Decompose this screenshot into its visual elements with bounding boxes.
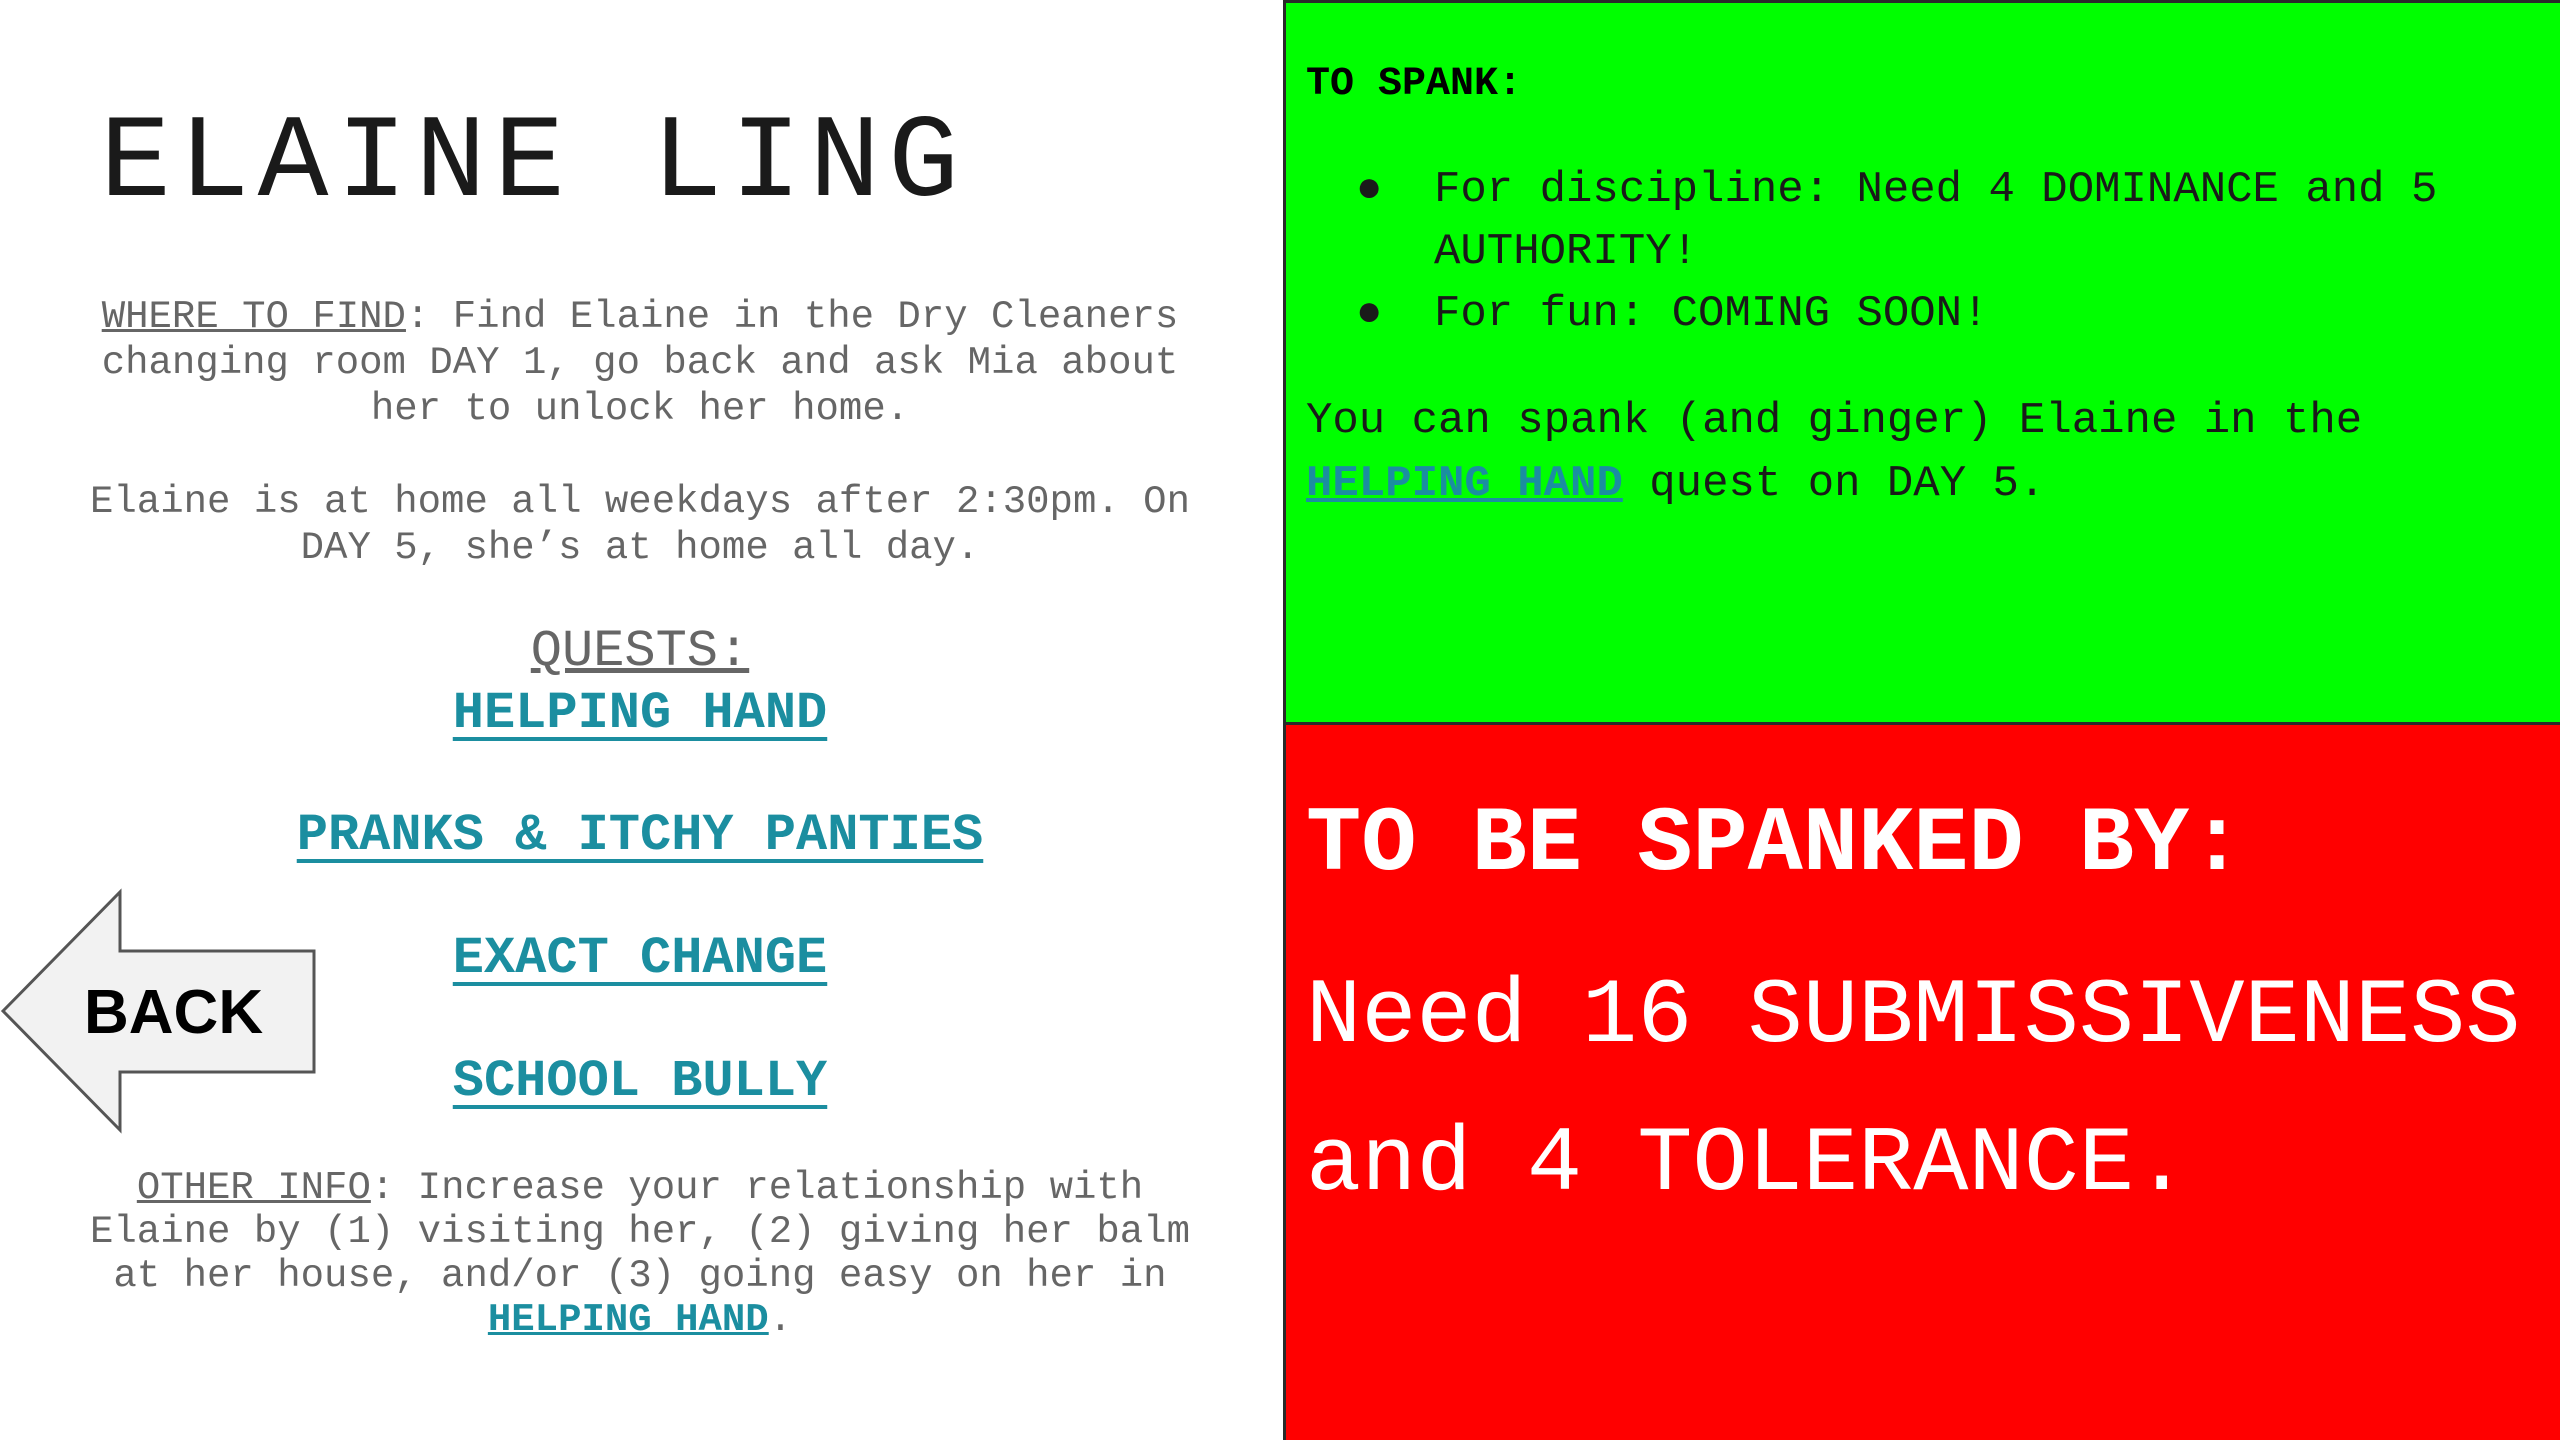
to-be-spanked-panel [1286,722,2560,1440]
schedule-text: Elaine is at home all weekdays after 2:30pm. On DAY 5, she’s at home all day. [90,480,1190,570]
list-item [1306,283,2506,345]
to-spank-heading: TO SPANK: [1306,62,1523,107]
quest-link-pranks-itchy-panties[interactable]: PRANKS & ITCHY PANTIES [296,806,984,865]
quest-link-helping-hand[interactable]: HELPING HAND [452,684,828,743]
where-to-find-body: : Find Elaine in the Dry Cleaners changing room DAY 1, go back and ask Mia about her to unlock her home. [101,295,1179,431]
where-to-find-label: WHERE TO FIND [101,295,406,339]
bullet-icon: ● [1356,165,1383,215]
to-spank-panel [1286,0,2560,722]
other-info-helping-hand-link[interactable]: HELPING HAND [487,1298,769,1342]
other-info-body: : Increase your relationship with Elaine by (1) visiting her, (2) giving her balm at her house, and/or (3) going easy on her in [90,1166,1190,1298]
to-be-spanked-heading: TO BE SPANKED BY: [1306,792,2245,897]
back-button[interactable] [0,888,320,1134]
to-spank-note-end: quest on DAY 5. [1622,459,2046,509]
back-label: BACK [84,978,264,1047]
quest-link-school-bully[interactable]: SCHOOL BULLY [452,1052,828,1111]
quests-heading: QUESTS: [530,622,750,681]
to-be-spanked-requirements: Need 16 SUBMISSIVENESS and 4 TOLERANCE. [1306,964,2521,1217]
to-spank-list [1306,159,2506,345]
other-info-label: OTHER INFO [136,1166,371,1210]
quest-link-exact-change[interactable]: EXACT CHANGE [452,929,828,988]
to-spank-note-start: You can spank (and ginger) Elaine in the [1306,396,2363,446]
other-info-end: . [768,1298,793,1342]
list-item-text: For discipline: Need 4 DOMINANCE and 5 AUTHORITY! [1434,165,2438,277]
to-spank-note [1306,390,2526,516]
character-name-title: ELAINE LING [100,98,967,231]
list-item [1306,159,2506,283]
bullet-icon: ● [1356,289,1383,339]
list-item-text: For fun: COMING SOON! [1434,289,1989,339]
where-to-find-text [90,294,1190,432]
other-info-text [90,1166,1190,1342]
to-spank-helping-hand-link[interactable]: HELPING HAND [1306,459,1623,509]
